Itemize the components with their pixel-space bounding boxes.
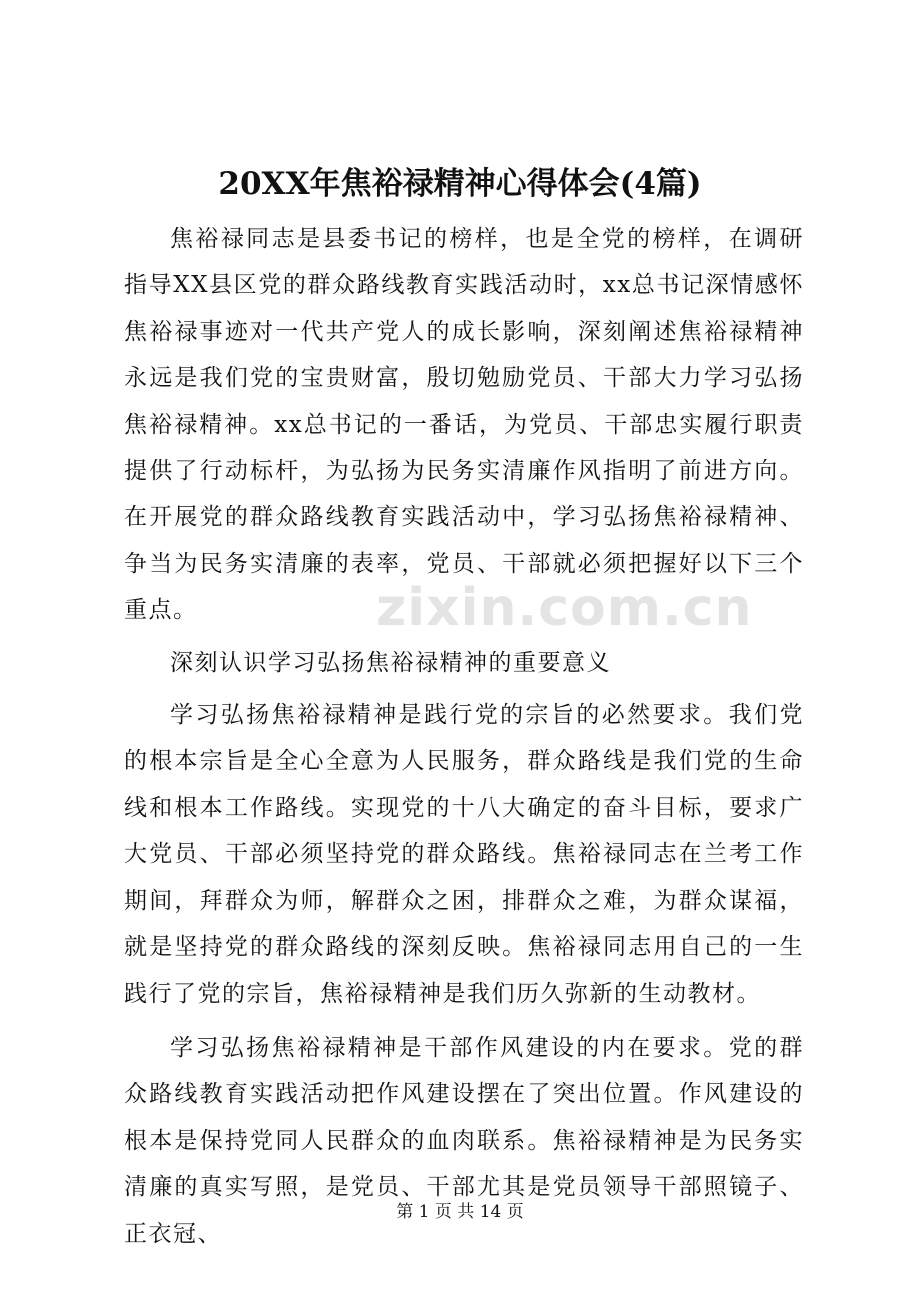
watermark: zixin.com.cn <box>376 578 753 638</box>
paragraph-purpose: 学习弘扬焦裕禄精神是践行党的宗旨的必然要求。我们党的根本宗旨是全心全意为人民服务，群众路线是我们党的生命线和根本工作路线。实现党的十八大确定的奋斗目标，要求广大党员、干部必须坚持党的群众路线。焦裕禄同志在兰考工作期间，拜群众为师，解群众之困，排群众之难，为群众谋福，就是坚持党的群众路线的深刻反映。焦裕禄同志用自己的一生践行了党的宗旨，焦裕禄精神是我们历久弥新的生动教材。 <box>124 702 804 1007</box>
paragraph-intro: 焦裕禄同志是县委书记的榜样，也是全党的榜样，在调研指导XX县区党的群众路线教育实践活动时，xx总书记深情感怀焦裕禄事迹对一代共产党人的成长影响，深刻阐述焦裕禄精神永远是我们党的宝贵财富，殷切勉励党员、干部大力学习弘扬焦裕禄精神。xx总书记的一番话，为党员、干部忠实履行职责提供了行动标杆，为弘扬为民务实清廉作风指明了前进方向。在开展党的群众路线教育实践活动中，学习弘扬焦裕禄精神、争当为民务实清廉的表率，党员、干部就必须把握好以下三个重点。 <box>124 226 804 624</box>
document-title: 20XX年焦裕禄精神心得体会(4篇) <box>218 166 702 202</box>
page-footer: 第 1 页 共 14 页 <box>396 1202 524 1222</box>
document-body <box>124 216 804 1257</box>
section-heading: 深刻认识学习弘扬焦裕禄精神的重要意义 <box>170 649 611 676</box>
paragraph-style: 学习弘扬焦裕禄精神是干部作风建设的内在要求。党的群众路线教育实践活动把作风建设摆在了突出位置。作风建设的根本是保持党同人民群众的血肉联系。焦裕禄精神是为民务实清廉的真实写照，是党员、干部尤其是党员领导干部照镜子、正衣冠、 <box>124 1034 804 1247</box>
